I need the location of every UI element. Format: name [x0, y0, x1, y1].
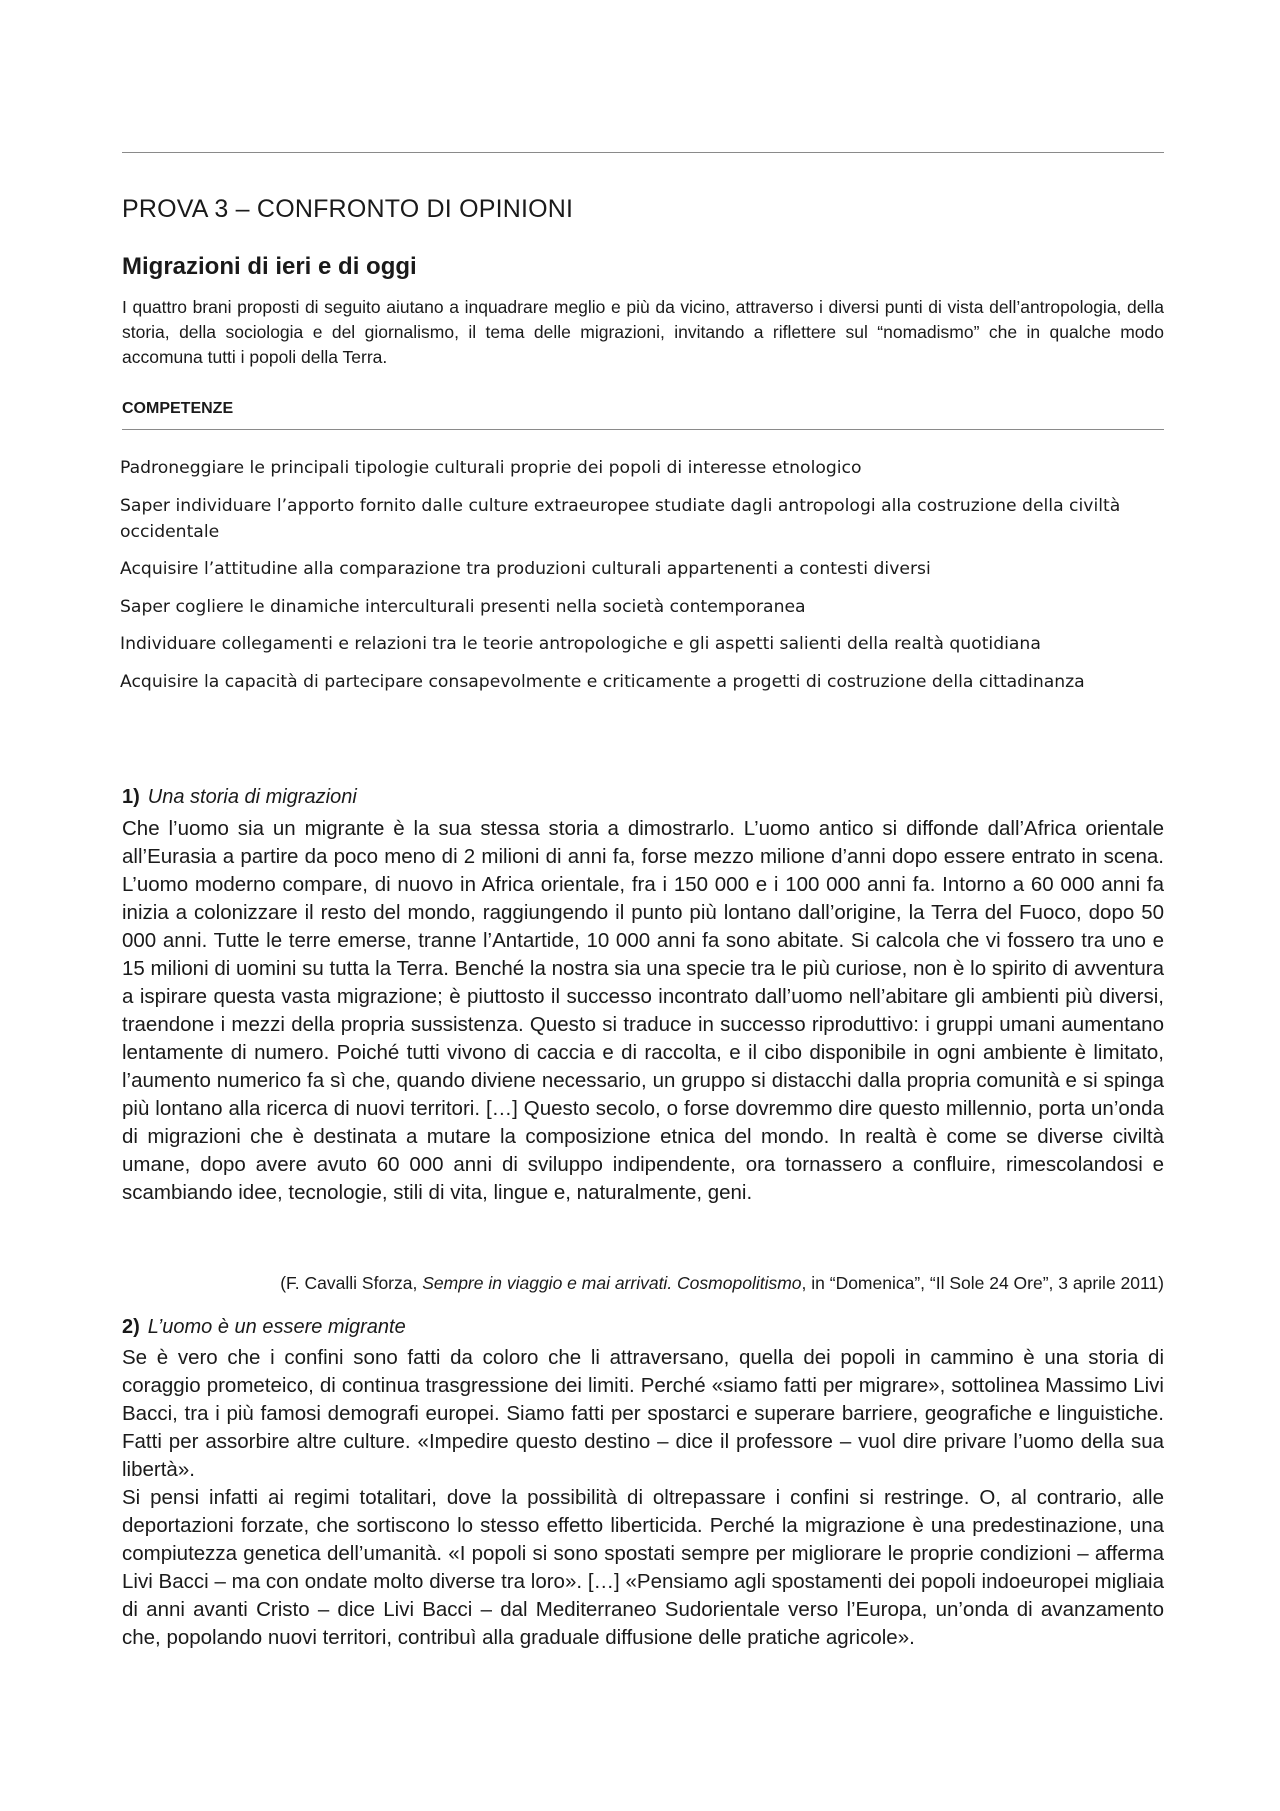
brano-2-title: L’uomo è un essere migrante	[147, 1316, 406, 1338]
intro-paragraph: I quattro brani proposti di seguito aiutano a inquadrare meglio e più da vicino, attraverso i diversi punti di vista dell’antropologia, della storia, della sociologia e del giornalismo, il tema delle migrazioni, invitando a riflettere sul “nomadismo” che in qualche modo accomuna tutti i popoli della Terra.	[122, 297, 1164, 367]
competenza-item: Acquisire la capacità di partecipare consapevolmente e criticamente a progetti di costruzione della cittadinanza	[120, 671, 1085, 692]
brano-1-citation	[280, 1273, 1164, 1294]
brano-2-text	[122, 1344, 1164, 1652]
citation-work: Sempre in viaggio e mai arrivati. Cosmopolitismo	[422, 1273, 802, 1293]
citation-rest: , in “Domenica”, “Il Sole 24 Ore”, 3 aprile 2011)	[801, 1273, 1164, 1293]
citation-open: (F. Cavalli Sforza,	[280, 1273, 423, 1293]
competenze-list	[120, 455, 1164, 706]
brano-1-title: Una storia di migrazioni	[147, 786, 357, 808]
brano-2-number: 2)	[122, 1316, 140, 1338]
competenze-divider	[122, 429, 1164, 430]
competenza-item: Padroneggiare le principali tipologie culturali proprie dei popoli di interesse etnologico	[120, 458, 862, 478]
section-title: Migrazioni di ieri e di oggi	[122, 253, 417, 280]
competenze-heading: COMPETENZE	[122, 400, 234, 417]
brano-1-number: 1)	[122, 786, 140, 808]
competenza-item: Saper individuare l’apporto fornito dalle culture extraeuropee studiate dagli antropologi alla costruzione della civiltà occidentale	[120, 495, 1121, 542]
competenza-item: Saper cogliere le dinamiche interculturali presenti nella società contemporanea	[120, 596, 806, 617]
competenza-item: Individuare collegamenti e relazioni tra le teorie antropologiche e gli aspetti salienti della realtà quotidiana	[120, 634, 1041, 654]
prova-title: PROVA 3 – CONFRONTO DI OPINIONI	[122, 195, 574, 223]
brano-1-heading	[122, 786, 357, 809]
top-divider	[122, 152, 1164, 153]
competenza-item: Acquisire l’attitudine alla comparazione tra produzioni culturali appartenenti a contesti diversi	[120, 559, 931, 579]
brano-2-paragraph: Se è vero che i confini sono fatti da coloro che li attraversano, quella dei popoli in cammino è una storia di coraggio prometeico, di continua trasgressione dei limiti. Perché «siamo fatti per migrare», sottolinea Massimo Livi Bacci, tra i più famosi demografi europei. Siamo fatti per spostarci e superare barriere, geografiche e linguistiche. Fatti per assorbire altre culture. «Impedire questo destino – dice il professore – vuol dire privare l’uomo della sua libertà».	[122, 1346, 1164, 1481]
brano-2-heading	[122, 1316, 406, 1339]
brano-1-text: Che l’uomo sia un migrante è la sua stessa storia a dimostrarlo. L’uomo antico si diffonde dall’Africa orientale all’Eurasia a partire da poco meno di 2 milioni di anni fa, forse mezzo milione d’anni dopo essere entrato in scena. L’uomo moderno compare, di nuovo in Africa orientale, fra i 150 000 e i 100 000 anni fa. Intorno a 60 000 anni fa inizia a colonizzare il resto del mondo, raggiungendo il punto più lontano dall’origine, la Terra del Fuoco, dopo 50 000 anni. Tutte le terre emerse, tranne l’Antartide, 10 000 anni fa sono abitate. Si calcola che vi fossero tra uno e 15 milioni di uomini su tutta la Terra. Benché la nostra sia una specie tra le più curiose, non è lo spirito di avventura a ispirare questa vasta migrazione; è piuttosto il successo incontrato dall’uomo nell’abitare gli ambienti più diversi, traendone i mezzi della propria sussistenza. Questo si traduce in successo riproduttivo: i gruppi umani aumentano lentamente di numero. Poiché tutti vivono di caccia e di raccolta, e il cibo disponibile in ogni ambiente è limitato, l’aumento numerico fa sì che, quando diviene necessario, un gruppo si distacchi dalla propria comunità e si spinga più lontano alla ricerca di nuovi territori. […] Questo secolo, o forse dovremmo dire questo millennio, porta un’onda di migrazioni che è destinata a mutare la composizione etnica del mondo. In realtà è come se diverse civiltà umane, dopo avere avuto 60 000 anni di sviluppo indipendente, ora tornassero a confluire, rimescolandosi e scambiando idee, tecnologie, stili di vita, lingue e, naturalmente, geni.	[122, 817, 1164, 1204]
brano-2-paragraph: Si pensi infatti ai regimi totalitari, dove la possibilità di oltrepassare i confini si restringe. O, al contrario, alle deportazioni forzate, che sortiscono lo stesso effetto liberticida. Perché la migrazione è una predestinazione, una compiutezza genetica dell’umanità. «I popoli si sono spostati sempre per migliorare le proprie condizioni – afferma Livi Bacci – ma con ondate molto diverse tra loro». […] «Pensiamo agli spostamenti dei popoli indoeuropei migliaia di anni avanti Cristo – dice Livi Bacci – dal Mediterraneo Sudorientale verso l’Europa, un’onda di avanzamento che, popolando nuovi territori, contribuì alla graduale diffusione delle pratiche agricole».	[122, 1486, 1164, 1649]
